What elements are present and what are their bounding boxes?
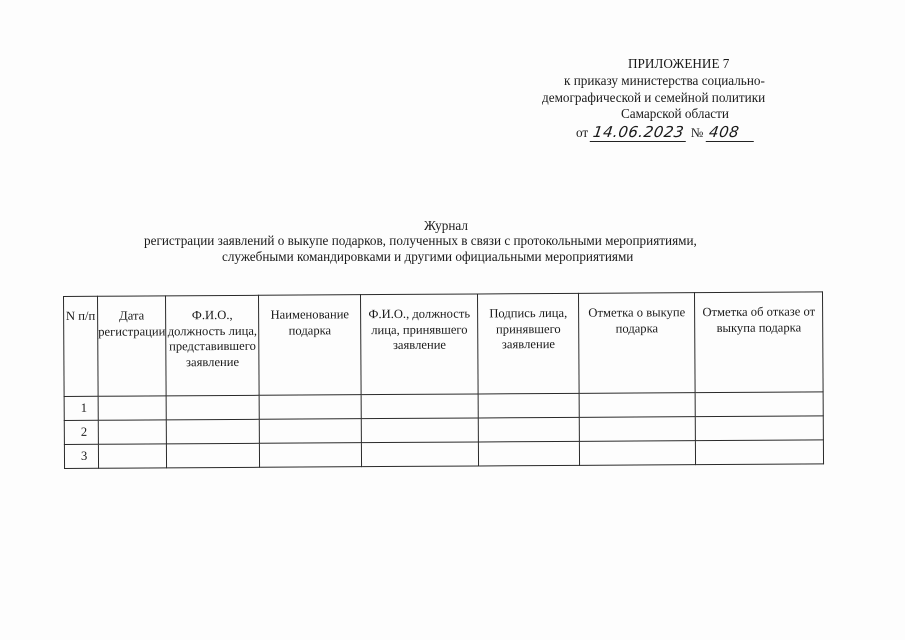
handwritten-number: 408 [705,124,755,142]
table-cell [362,442,479,467]
journal-subtitle-line-1: регистрации заявлений о выкупе подарков, полученных в связи с протокольными мероприятиями, [144,233,697,248]
table-cell [695,416,823,441]
table-cell [695,392,823,417]
table-cell [478,393,579,418]
header-cell-number: N п/п [64,296,99,396]
handwritten-date: 14.06.2023 [590,124,688,142]
appendix-region: Самарской области [621,106,729,121]
table-cell [361,394,478,419]
table-cell [696,440,824,465]
table-cell [260,443,362,468]
number-sign: № [690,125,704,140]
appendix-title: ПРИЛОЖЕНИЕ 7 [628,56,730,71]
table-cell [98,396,166,420]
row-number: 2 [64,420,98,444]
header-cell-refusal-mark: Отметка об отказе от выкупа подарка [695,292,824,393]
table-cell [166,419,259,444]
table-cell [259,419,361,444]
table-cell [579,393,695,418]
table-cell [579,417,695,442]
table-cell [478,417,579,442]
table-cell [580,441,696,466]
journal-title: Журнал [424,218,468,233]
appendix-order-line-2: демографической и семейной политики [542,90,766,105]
register-table [63,291,824,469]
header-cell-signature: Подпись лица, принявшего заявление [478,293,580,394]
row-number: 1 [64,396,98,420]
table-cell [259,395,361,420]
table-cell [167,443,260,468]
date-prefix: от [576,125,589,140]
table-cell [166,395,259,420]
header-cell-submitter: Ф.И.О., должность лица, представившего заявление [166,295,260,396]
header-cell-buyout-mark: Отметка о выкупе подарка [579,293,696,394]
table-cell [361,418,478,443]
appendix-order-line-1: к приказу министерства социально- [564,73,765,88]
appendix-date-row [576,124,755,142]
row-number: 3 [64,444,98,468]
table-cell [98,444,166,468]
table-cell [98,420,166,444]
table-header-row [64,292,824,397]
header-cell-reg-date: Дата регистрации [98,296,167,396]
table-row [64,440,823,469]
journal-subtitle-line-2: служебными командировками и другими официальными мероприятиями [222,249,634,264]
header-cell-gift-name: Наименование подарка [259,295,362,396]
table-cell [479,441,580,466]
header-cell-receiver: Ф.И.О., должность лица, принявшего заявление [361,294,479,395]
